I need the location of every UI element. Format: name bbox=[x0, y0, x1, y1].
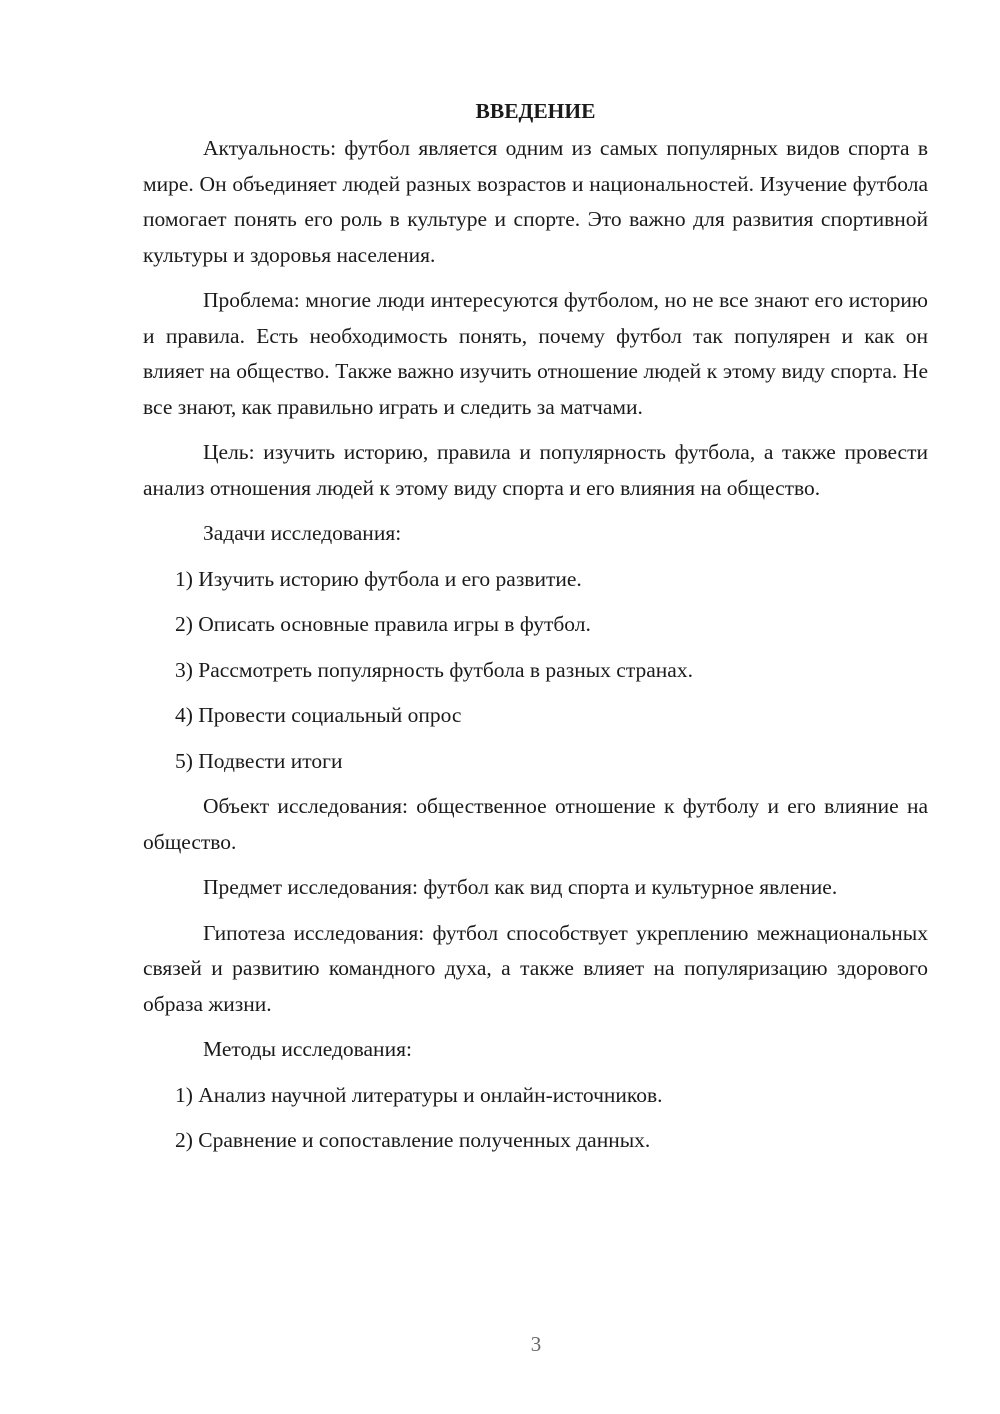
problem-paragraph: Проблема: многие люди интересуются футболом, но не все знают его историю и правила. Есть необходимость понять, почему футбол так популярен и как он влияет на общество. Также важно изучить отношение людей к этому виду спорта. Не все знают, как правильно играть и следить за матчами. bbox=[143, 288, 928, 419]
subject-paragraph: Предмет исследования: футбол как вид спорта и культурное явление. bbox=[203, 875, 838, 899]
page-content bbox=[143, 96, 928, 1169]
relevance-paragraph: Актуальность: футбол является одним из самых популярных видов спорта в мире. Он объединяет людей разных возрастов и национальностей. Изучение футбола помогает понять его роль в культуре и спорте. Это важно для развития спортивной культуры и здоровья населения. bbox=[143, 136, 928, 267]
object-paragraph: Объект исследования: общественное отношение к футболу и его влияние на общество. bbox=[143, 794, 928, 854]
method-item: 2) Сравнение и сопоставление полученных данных. bbox=[175, 1128, 651, 1152]
tasks-heading: Задачи исследования: bbox=[203, 521, 402, 545]
section-title: ВВЕДЕНИЕ bbox=[475, 99, 596, 123]
task-item: 5) Подвести итоги bbox=[175, 748, 343, 773]
method-item: 1) Анализ научной литературы и онлайн-источников. bbox=[175, 1082, 663, 1107]
methods-heading: Методы исследования: bbox=[203, 1037, 412, 1061]
page-number: 3 bbox=[530, 1332, 542, 1356]
task-item: 4) Провести социальный опрос bbox=[175, 703, 462, 727]
task-item: 2) Описать основные правила игры в футбол. bbox=[175, 612, 591, 636]
goal-paragraph: Цель: изучить историю, правила и популярность футбола, а также провести анализ отношения людей к этому виду спорта и его влияния на общество. bbox=[143, 440, 928, 500]
task-item: 3) Рассмотреть популярность футбола в разных странах. bbox=[175, 657, 693, 682]
task-item: 1) Изучить историю футбола и его развитие. bbox=[175, 566, 582, 591]
hypothesis-paragraph: Гипотеза исследования: футбол способствует укреплению межнациональных связей и развитию командного духа, а также влияет на популяризацию здорового образа жизни. bbox=[143, 920, 928, 1016]
